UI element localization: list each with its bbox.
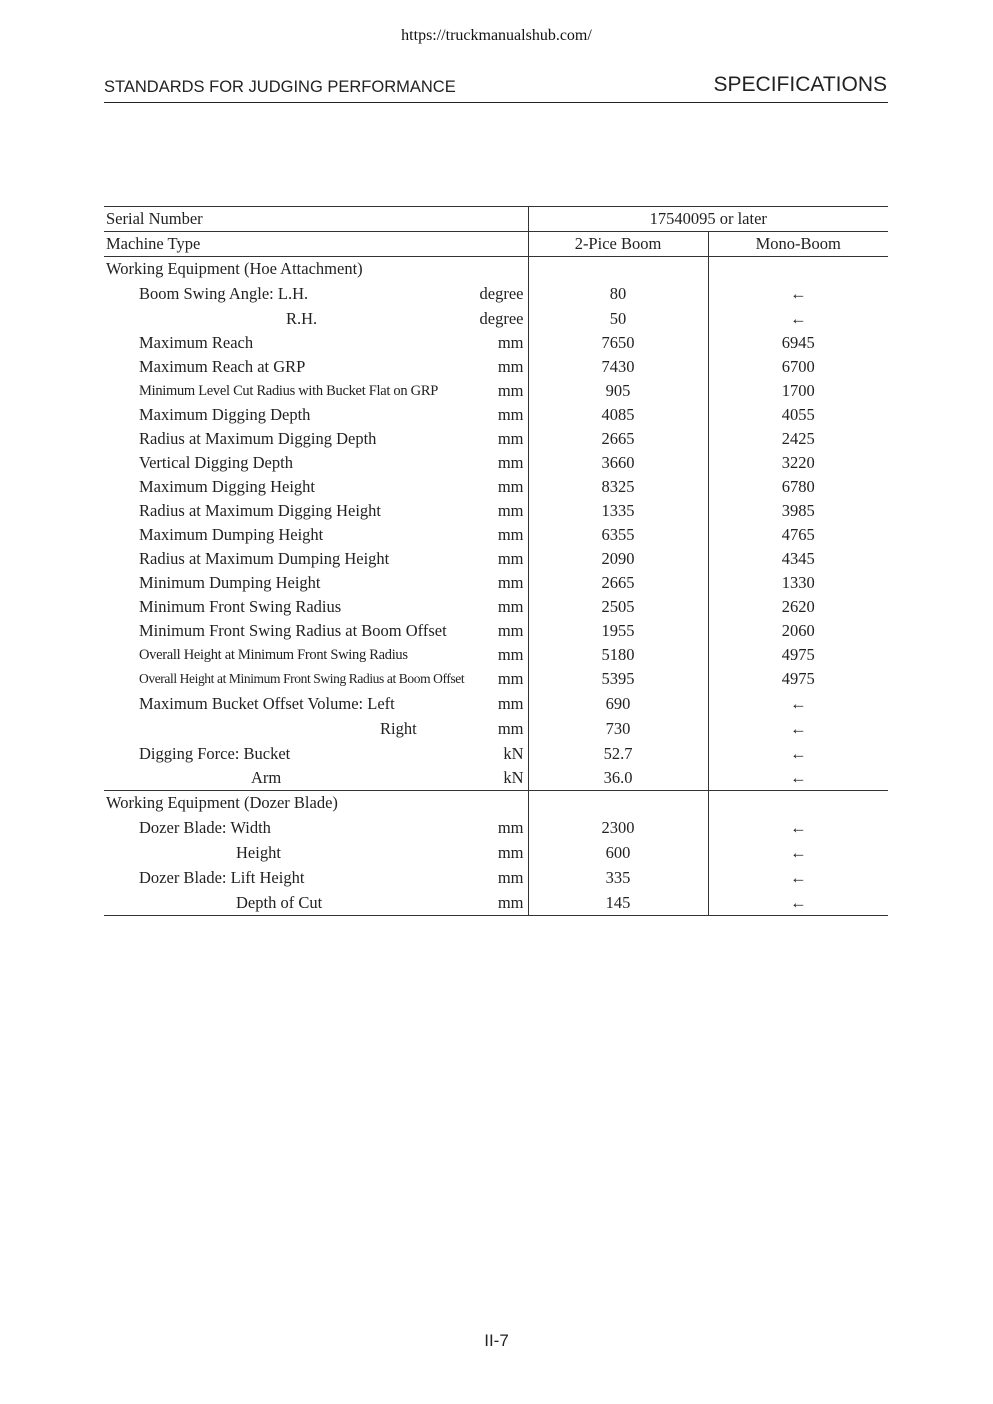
value-mono-boom: 6780 [708, 475, 888, 499]
spec-label: Right [380, 719, 417, 738]
spec-label: Minimum Dumping Height [139, 573, 321, 592]
spec-label-cell [104, 306, 528, 331]
spec-unit: kN [503, 744, 524, 763]
value-2pice-boom: 2300 [528, 815, 708, 840]
spec-unit: mm [497, 719, 524, 738]
spec-label: Dozer Blade: Width [139, 818, 271, 837]
spec-row [104, 619, 888, 643]
spec-label: Radius at Maximum Digging Height [139, 501, 381, 520]
dozer-blade-heading-row [104, 791, 888, 816]
value-mono-boom: ← [708, 306, 888, 331]
spec-label-cell [104, 475, 528, 499]
spec-label: Overall Height at Minimum Front Swing Radius at Boom Offset [139, 671, 465, 686]
spec-label: Boom Swing Angle: L.H. [139, 284, 309, 303]
value-2pice-boom: 2505 [528, 595, 708, 619]
value-2pice-boom: 6355 [528, 523, 708, 547]
spec-row [104, 815, 888, 840]
serial-number-value: 17540095 or later [528, 207, 888, 232]
spec-label-cell [104, 281, 528, 306]
spec-label-cell [104, 331, 528, 355]
spec-unit: mm [497, 621, 524, 640]
serial-number-label: Serial Number [104, 207, 528, 232]
value-mono-boom: ← [708, 691, 888, 716]
spec-row [104, 865, 888, 890]
spec-row [104, 427, 888, 451]
spec-unit: mm [497, 549, 524, 568]
spec-label-cell [104, 667, 528, 691]
spec-unit: mm [497, 669, 524, 688]
spec-label: Radius at Maximum Digging Depth [139, 429, 377, 448]
spec-row [104, 331, 888, 355]
spec-row [104, 547, 888, 571]
value-2pice-boom: 2665 [528, 571, 708, 595]
spec-label-cell [104, 595, 528, 619]
spec-label: Height [236, 843, 281, 862]
specifications-table [104, 206, 888, 916]
spec-label: Minimum Front Swing Radius [139, 597, 342, 616]
spec-unit: mm [497, 843, 524, 862]
spec-row [104, 523, 888, 547]
spec-row [104, 451, 888, 475]
spec-label: Digging Force: Bucket [139, 744, 291, 763]
spec-label: Maximum Digging Depth [139, 405, 311, 424]
spec-label-cell [104, 499, 528, 523]
dozer-blade-heading-blank [528, 791, 708, 816]
spec-label: Dozer Blade: Lift Height [139, 868, 305, 887]
spec-row [104, 840, 888, 865]
value-mono-boom: 2425 [708, 427, 888, 451]
machine-type-row [104, 232, 888, 257]
spec-row [104, 499, 888, 523]
value-mono-boom: 4345 [708, 547, 888, 571]
value-2pice-boom: 1335 [528, 499, 708, 523]
spec-unit: mm [497, 405, 524, 424]
spec-unit: mm [497, 357, 524, 376]
value-2pice-boom: 3660 [528, 451, 708, 475]
value-mono-boom: ← [708, 281, 888, 306]
value-2pice-boom: 1955 [528, 619, 708, 643]
value-2pice-boom: 36.0 [528, 766, 708, 791]
value-mono-boom: 1700 [708, 379, 888, 403]
spec-label: Minimum Level Cut Radius with Bucket Flat on GRP [139, 383, 438, 399]
value-2pice-boom: 730 [528, 716, 708, 741]
spec-row [104, 691, 888, 716]
spec-label: Maximum Reach [139, 333, 254, 352]
spec-unit: mm [497, 868, 524, 887]
dozer-blade-heading: Working Equipment (Dozer Blade) [104, 791, 528, 816]
value-mono-boom: 2060 [708, 619, 888, 643]
spec-label-cell [104, 379, 528, 403]
spec-row [104, 766, 888, 791]
spec-label-cell [104, 865, 528, 890]
value-2pice-boom: 2665 [528, 427, 708, 451]
spec-row [104, 595, 888, 619]
chapter-title: SPECIFICATIONS [713, 73, 887, 96]
spec-unit: mm [497, 453, 524, 472]
spec-unit: mm [497, 893, 524, 912]
value-mono-boom: ← [708, 716, 888, 741]
hoe-attachment-heading-blank [528, 257, 708, 282]
page-number: II-7 [484, 1331, 509, 1350]
value-2pice-boom: 8325 [528, 475, 708, 499]
value-2pice-boom: 5395 [528, 667, 708, 691]
value-mono-boom: 4055 [708, 403, 888, 427]
spec-unit: mm [497, 525, 524, 544]
value-mono-boom: ← [708, 766, 888, 791]
value-mono-boom: 1330 [708, 571, 888, 595]
spec-label-cell [104, 547, 528, 571]
value-mono-boom: 6700 [708, 355, 888, 379]
spec-label-cell [104, 766, 528, 791]
spec-label: Radius at Maximum Dumping Height [139, 549, 390, 568]
spec-unit: degree [479, 309, 524, 328]
spec-row [104, 306, 888, 331]
value-2pice-boom: 7650 [528, 331, 708, 355]
hoe-attachment-heading-row [104, 257, 888, 282]
value-mono-boom: ← [708, 865, 888, 890]
spec-label-cell [104, 403, 528, 427]
spec-label-cell [104, 840, 528, 865]
spec-row [104, 355, 888, 379]
spec-row [104, 403, 888, 427]
spec-row [104, 571, 888, 595]
spec-row [104, 741, 888, 766]
spec-row [104, 890, 888, 916]
spec-unit: mm [497, 429, 524, 448]
value-2pice-boom: 50 [528, 306, 708, 331]
value-2pice-boom: 2090 [528, 547, 708, 571]
value-mono-boom: 3985 [708, 499, 888, 523]
value-2pice-boom: 5180 [528, 643, 708, 667]
value-2pice-boom: 905 [528, 379, 708, 403]
spec-row [104, 643, 888, 667]
value-mono-boom: ← [708, 815, 888, 840]
spec-row [104, 379, 888, 403]
value-mono-boom: ← [708, 741, 888, 766]
spec-label: Maximum Dumping Height [139, 525, 324, 544]
spec-label: Minimum Front Swing Radius at Boom Offset [139, 621, 447, 640]
spec-label: Maximum Reach at GRP [139, 357, 306, 376]
value-mono-boom: 4975 [708, 643, 888, 667]
section-title: STANDARDS FOR JUDGING PERFORMANCE [104, 78, 456, 96]
value-2pice-boom: 80 [528, 281, 708, 306]
value-2pice-boom: 600 [528, 840, 708, 865]
value-mono-boom: 2620 [708, 595, 888, 619]
spec-label-cell [104, 619, 528, 643]
value-2pice-boom: 7430 [528, 355, 708, 379]
spec-label-cell [104, 890, 528, 916]
spec-label-cell [104, 691, 528, 716]
spec-label: Depth of Cut [236, 893, 323, 912]
spec-label: R.H. [286, 309, 318, 328]
value-2pice-boom: 52.7 [528, 741, 708, 766]
value-2pice-boom: 4085 [528, 403, 708, 427]
dozer-blade-heading-blank [708, 791, 888, 816]
spec-unit: degree [479, 284, 524, 303]
spec-unit: mm [497, 818, 524, 837]
value-2pice-boom: 335 [528, 865, 708, 890]
spec-unit: mm [497, 597, 524, 616]
spec-row [104, 667, 888, 691]
spec-row [104, 281, 888, 306]
spec-unit: kN [503, 768, 524, 787]
spec-unit: mm [497, 645, 524, 664]
spec-label-cell [104, 523, 528, 547]
spec-unit: mm [497, 477, 524, 496]
spec-label: Overall Height at Minimum Front Swing Radius [139, 647, 408, 663]
value-mono-boom: ← [708, 890, 888, 916]
spec-label: Arm [251, 768, 282, 787]
spec-label-cell [104, 643, 528, 667]
value-2pice-boom: 145 [528, 890, 708, 916]
spec-unit: mm [497, 694, 524, 713]
hoe-attachment-heading-blank [708, 257, 888, 282]
spec-unit: mm [497, 381, 524, 400]
value-2pice-boom: 690 [528, 691, 708, 716]
hoe-attachment-heading: Working Equipment (Hoe Attachment) [106, 259, 363, 278]
spec-row [104, 716, 888, 741]
value-mono-boom: 4975 [708, 667, 888, 691]
spec-label-cell [104, 815, 528, 840]
spec-unit: mm [497, 573, 524, 592]
spec-label-cell [104, 741, 528, 766]
spec-row [104, 475, 888, 499]
source-url: https://truckmanualshub.com/ [401, 27, 592, 44]
spec-label: Vertical Digging Depth [139, 453, 293, 472]
value-mono-boom: ← [708, 840, 888, 865]
spec-label-cell [104, 355, 528, 379]
value-mono-boom: 6945 [708, 331, 888, 355]
spec-label-cell [104, 571, 528, 595]
spec-label-cell [104, 451, 528, 475]
spec-unit: mm [497, 333, 524, 352]
spec-label: Maximum Digging Height [139, 477, 315, 496]
serial-number-row [104, 207, 888, 232]
spec-label-cell [104, 716, 528, 741]
machine-type-label: Machine Type [104, 232, 528, 257]
spec-label: Maximum Bucket Offset Volume: Left [139, 694, 395, 713]
header-rule [104, 102, 888, 103]
value-mono-boom: 3220 [708, 451, 888, 475]
column-header-mono-boom: Mono-Boom [708, 232, 888, 257]
spec-label-cell [104, 427, 528, 451]
spec-unit: mm [497, 501, 524, 520]
value-mono-boom: 4765 [708, 523, 888, 547]
column-header-2pice-boom: 2-Pice Boom [528, 232, 708, 257]
